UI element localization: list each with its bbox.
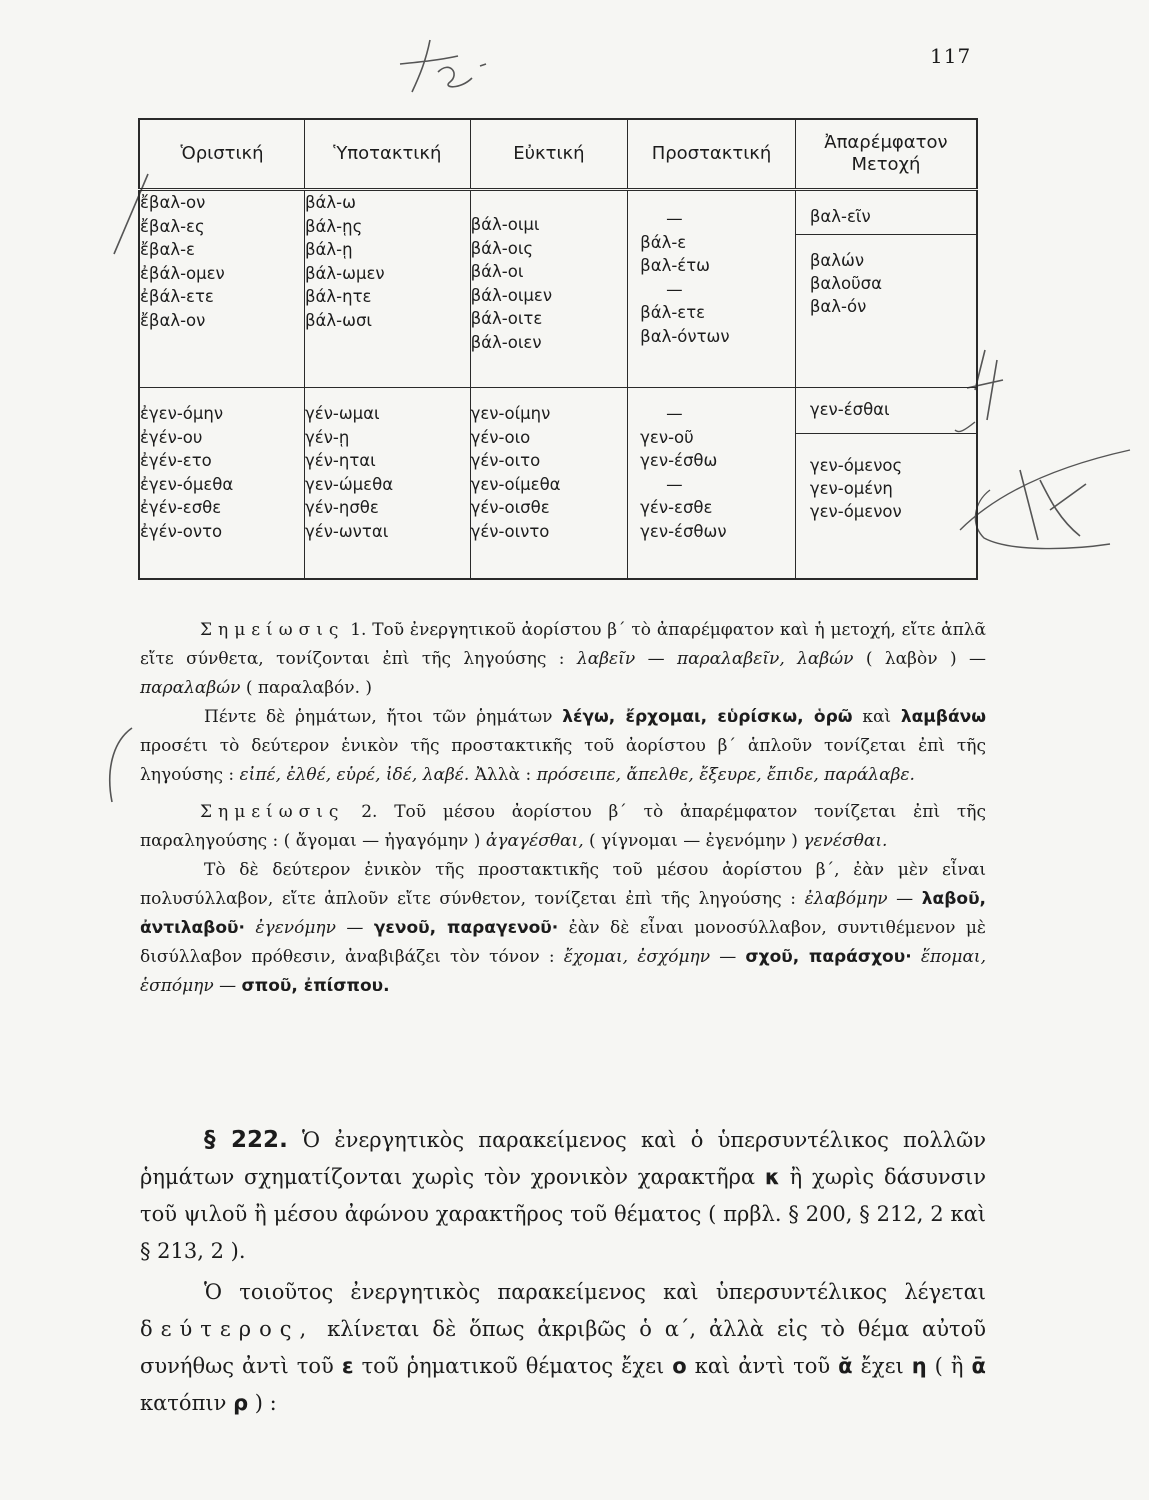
form: —: [666, 474, 683, 494]
form: βάλ-οιτε: [470, 309, 543, 328]
header-optative: Εὐκτική: [470, 119, 628, 190]
header-subjunctive: Ὑποτακτική: [305, 119, 471, 190]
header-indicative: Ὁριστική: [139, 119, 305, 190]
form: —: [666, 404, 683, 423]
notes-block: [140, 616, 986, 1001]
text-run: καὶ ἀντὶ τοῦ: [694, 1354, 831, 1378]
cell-gignomai-imperative: [628, 388, 796, 580]
text-run: λαμβάνω: [900, 707, 987, 727]
form: ἐβάλ-ομεν: [140, 263, 225, 283]
form: ἐγέν-οντο: [140, 521, 223, 541]
form: βάλ-ῃς: [305, 216, 363, 236]
form: βάλ-ητε: [305, 287, 372, 306]
form: γεν-οίμεθα: [470, 474, 561, 494]
form: βάλ-οιεν: [470, 332, 542, 352]
text-run: κ: [764, 1165, 780, 1189]
text-run: ἔχομαι, ἐσχόμην —: [563, 947, 737, 967]
form: γέν-οισθε: [470, 498, 550, 517]
text-run: σχοῦ, παράσχου·: [745, 947, 912, 967]
header-imperative: Προστακτική: [628, 119, 796, 190]
text-run: ρ: [233, 1391, 249, 1415]
text-run: ἀγαγέσθαι,: [485, 831, 584, 851]
gignomai-participle: [796, 434, 976, 523]
form: βάλ-ῃ: [305, 240, 353, 259]
form: βάλ-ετε: [640, 303, 706, 322]
text-run: ) :: [254, 1391, 277, 1415]
gignomai-infinitive: γεν-έσθαι: [796, 388, 976, 434]
form: ἐβάλ-ετε: [140, 287, 214, 306]
handwritten-signature: [950, 440, 1140, 560]
note2-number: 2.: [361, 802, 378, 822]
text-run: λαβοῦ, ἀντιλαβοῦ·: [140, 889, 987, 938]
text-run: σποῦ, ἐπίσπου.: [241, 976, 390, 996]
header-infinitive: Ἀπαρέμφατον: [824, 132, 948, 153]
form: βαλών: [809, 251, 865, 270]
form: γέν-ωμαι: [305, 404, 380, 423]
section-paragraph-1: [140, 1122, 986, 1270]
form: ἐγεν-όμεθα: [140, 474, 234, 494]
form: γεν-οῦ: [640, 427, 694, 447]
cell-balo-subjunctive: [305, 190, 471, 388]
form: ἐγέν-ου: [140, 427, 203, 447]
note1-paragraph-2: [140, 703, 986, 790]
text-run: ( λαβὸν ) —: [865, 649, 987, 669]
note1-label: Σημείωσις: [200, 620, 345, 640]
cell-gignomai-indicative: [139, 388, 305, 580]
form: γεν-έσθων: [640, 521, 727, 541]
form: γέν-οιο: [470, 427, 531, 447]
text-run: Τὸ δὲ δεύτερον ἑνικὸν τῆς προστακτικῆς τοῦ μέσου ἀορίστου β΄, ἐὰν μὲν εἶναι πολυσύλλαβον, εἴτε ἁπλοῦν εἴτε σύνθετον, τονίζεται ἐπὶ τῆς ληγούσης :: [140, 860, 986, 909]
note2-label: Σημείωσις: [200, 802, 345, 822]
text-run: κατόπιν: [140, 1391, 227, 1415]
form: ἔβαλ-ε: [140, 240, 195, 259]
form: βάλ-οιμι: [470, 215, 540, 234]
text-run: η: [911, 1354, 927, 1378]
text-run: ἔχει: [860, 1354, 904, 1378]
conjugation-table: [138, 118, 978, 580]
form: ἔβαλ-ον: [140, 193, 206, 212]
form: βάλ-ε: [640, 232, 687, 252]
cell-balo-indicative: [139, 190, 305, 388]
form: ἐγεν-όμην: [140, 404, 224, 423]
text-run: γενοῦ, παραγενοῦ·: [373, 918, 559, 938]
form: ἔβαλ-ες: [140, 216, 205, 236]
text-run: Ὁ τοιοῦτος ἐνεργητικὸς παρακείμενος καὶ ὑπερσυντέλικος λέγεται: [204, 1280, 986, 1304]
cell-gignomai-subjunctive: [305, 388, 471, 580]
text-run: ( ἢ: [934, 1354, 964, 1378]
text-run: γενέσθαι.: [803, 831, 888, 851]
text-run: ἕπομαι, ἑσπόμην —: [140, 947, 986, 996]
note2-paragraph-2: [140, 856, 986, 1001]
form: γέν-οιτο: [470, 451, 541, 470]
text-run: Τοῦ ἐνεργητικοῦ ἀορίστου β΄ τὸ ἀπαρέμφατον καὶ ἡ μετοχή, εἴτε ἁπλᾶ εἴτε σύνθετα, τονίζονται ἐπὶ τῆς ληγούσης :: [140, 620, 987, 669]
text-run: δεύτερος,: [140, 1317, 315, 1341]
form: γεν-έσθω: [640, 451, 718, 470]
table-row-balo: [139, 190, 977, 388]
form: γέν-οιντο: [470, 521, 550, 541]
cell-balo-inf-part: [795, 190, 977, 388]
text-run: παραλαβών: [140, 678, 241, 698]
form: βαλοῦσα: [809, 274, 882, 293]
text-run: ( γίγνομαι — ἐγενόμην ): [589, 831, 798, 851]
text-run: Ὁ ἐνεργητικὸς παρακείμενος καὶ ὁ ὑπερσυντέλικος πολλῶν ῥημάτων σχηματίζονται χωρὶς τὸν χρονικὸν χαρακτῆρα: [140, 1128, 987, 1189]
text-run: ᾱ: [971, 1354, 986, 1378]
text-run: λέγω, ἔρχομαι, εὑρίσκω, ὁρῶ: [562, 707, 853, 727]
note1-number: 1.: [350, 620, 367, 640]
form: —: [666, 209, 683, 228]
form: ἐγέν-ετο: [140, 451, 212, 470]
text-run: Ἀλλὰ :: [474, 765, 532, 785]
text-run: ἐλαβόμην —: [804, 889, 914, 909]
section-222: [140, 1122, 986, 1422]
form: βάλ-οις: [470, 238, 534, 258]
form: γέν-εσθε: [640, 498, 713, 517]
form: ἐγέν-εσθε: [140, 498, 222, 517]
text-run: ο: [672, 1354, 687, 1378]
text-run: ἐὰν δὲ εἶναι μονοσύλλαβον, συντιθέμενον μὲ δισύλλαβον πρόθεσιν, ἀναβιβάζει τὸν τόνον :: [140, 918, 987, 967]
text-run: ἐγενόμην —: [255, 918, 364, 938]
header-participle: Μετοχή: [851, 154, 921, 175]
text-run: ( παραλαβόν. ): [245, 678, 373, 698]
form: γέν-ωνται: [305, 521, 389, 541]
form: βάλ-οι: [470, 262, 524, 281]
form: γεν-οίμην: [470, 404, 551, 423]
balo-infinitive: βαλ-εῖν: [796, 191, 976, 235]
text-run: πρόσειπε, ἄπελθε, ἔξευρε, ἔπιδε, παράλαβε.: [536, 765, 915, 785]
text-run: λαβεῖν — παραλαβεῖν, λαβών: [576, 649, 854, 669]
form: βάλ-οιμεν: [470, 285, 553, 305]
form: βάλ-ωμεν: [305, 263, 385, 283]
text-run: Πέντε δὲ ῥημάτων, ἤτοι τῶν ῥημάτων: [204, 707, 553, 727]
text-run: ε: [341, 1354, 354, 1378]
form: γέν-ῃ: [305, 427, 350, 447]
form: ἔβαλ-ον: [140, 310, 206, 330]
note2-paragraph-1: [140, 798, 986, 856]
form: γέν-ησθε: [305, 498, 379, 517]
form: βαλ-όντων: [640, 326, 730, 346]
table-header-row: [139, 119, 977, 190]
note1-paragraph-1: [140, 616, 986, 703]
form: —: [666, 279, 683, 299]
cell-gignomai-optative: [470, 388, 628, 580]
form: γέν-ηται: [305, 451, 376, 470]
cell-gignomai-inf-part: [795, 388, 977, 580]
cell-balo-imperative: [628, 190, 796, 388]
text-run: καὶ: [862, 707, 892, 727]
form: βάλ-ω: [305, 193, 356, 212]
handwritten-mark-top: [380, 30, 500, 100]
form: γεν-όμενον: [809, 502, 902, 521]
section-number: § 222.: [204, 1127, 288, 1153]
balo-participle: [796, 235, 976, 318]
text-run: κλίνεται δὲ ὅπως ἀκριβῶς ὁ α΄, ἀλλὰ εἰς τὸ θέμα αὐτοῦ συνήθως ἀντὶ τοῦ: [140, 1317, 986, 1378]
text-run: ᾰ: [838, 1354, 853, 1378]
form: γεν-ομένη: [809, 479, 893, 498]
text-run: Τοῦ μέσου ἀορίστου β΄ τὸ ἀπαρέμφατον τονίζεται ἐπὶ τῆς παραληγούσης : ( ἄγομαι — ἠγαγόμην ): [140, 802, 987, 851]
form: βάλ-ωσι: [305, 310, 372, 330]
page-number: 117: [930, 44, 972, 68]
table-row-gignomai: [139, 388, 977, 580]
handwritten-bracket-left: [92, 722, 142, 812]
text-run: προσέτι τὸ δεύτερον ἑνικὸν τῆς προστακτικῆς τοῦ ἀορίστου β΄ ἁπλοῦν τονίζεται ἐπὶ τῆς ληγούσης :: [140, 736, 986, 785]
form: βαλ-έτω: [640, 256, 710, 275]
text-run: τοῦ ῥηματικοῦ θέματος ἔχει: [361, 1354, 665, 1378]
cell-balo-optative: [470, 190, 628, 388]
text-run: ἢ χωρὶς δάσυνσιν τοῦ ψιλοῦ ἢ μέσου ἀφώνου χαρακτῆρος τοῦ θέματος ( πρβλ. § 200, § 212, 2 καὶ § 213, 2 ).: [140, 1165, 986, 1263]
form: γεν-ώμεθα: [305, 474, 394, 494]
text-run: εἰπέ, ἐλθέ, εὑρέ, ἰδέ, λαβέ.: [239, 765, 470, 785]
section-paragraph-2: [140, 1274, 986, 1422]
header-infinitive-participle: [795, 119, 977, 190]
form: βαλ-όν: [809, 297, 867, 316]
form: γεν-όμενος: [809, 456, 903, 475]
